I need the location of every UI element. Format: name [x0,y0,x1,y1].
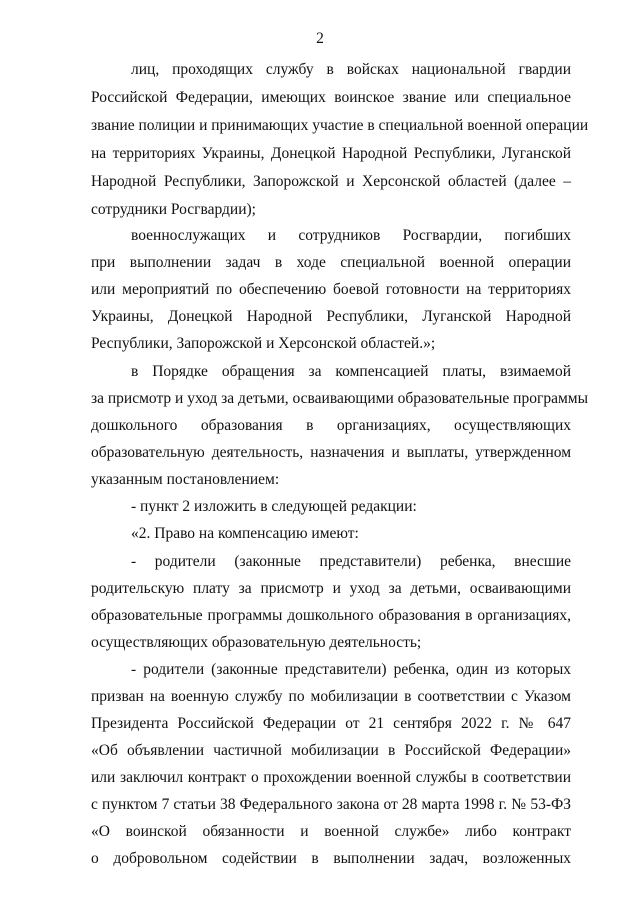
text-line: или мероприятий по обеспечению боевой готовности на территориях [91,281,571,298]
text-line: Президента Российской Федерации от 21 сентября 2022 г. № 647 [91,715,571,732]
text-line: за присмотр и уход за детьми, осваивающими образовательные программы [91,390,588,407]
text-line: - родители (законные представители) ребенка, внесшие [131,553,571,570]
text-line: при выполнении задач в ходе специальной военной операции [91,254,571,271]
text-line: «Об объявлении частичной мобилизации в Российской Федерации» [91,742,571,759]
text-line: образовательные программы дошкольного образования в организациях, [91,607,571,624]
text-line: Народной Республики, Запорожской и Херсонской областей (далее – [91,173,571,190]
text-line: «О воинской обязанности и военной службе» либо контракт [91,823,571,840]
text-line: в Порядке обращения за компенсацией платы, взимаемой [131,363,571,380]
text-line: сотрудники Росгвардии); [91,201,256,218]
text-line: звание полиции и принимающих участие в специальной военной операции [91,117,589,134]
text-line: Украины, Донецкой Народной Республики, Луганской Народной [91,308,571,325]
text-line: Республики, Запорожской и Херсонской областей.»; [91,335,436,352]
text-line: Российской Федерации, имеющих воинское звание или специальное [91,89,571,106]
text-line: лиц, проходящих службу в войсках национальной гвардии [131,61,571,78]
text-line: осуществляющих образовательную деятельность; [91,634,422,651]
text-line: призван на военную службу по мобилизации в соответствии с Указом [91,688,571,705]
text-line: о добровольном содействии в выполнении задач, возложенных [91,850,571,867]
page-number: 2 [316,30,324,47]
text-line: - пункт 2 изложить в следующей редакции: [131,498,417,515]
text-line: с пунктом 7 статьи 38 Федерального закона от 28 марта 1998 г. № 53-ФЗ [91,796,571,813]
text-line: на территориях Украины, Донецкой Народной Республики, Луганской [91,145,571,162]
text-line: дошкольного образования в организациях, осуществляющих [91,417,571,434]
text-line: или заключил контракт о прохождении военной службы в соответствии [91,769,571,786]
text-line: указанным постановлением: [91,471,280,488]
text-line: - родители (законные представители) ребенка, один из которых [131,661,571,678]
text-line: военнослужащих и сотрудников Росгвардии, погибших [131,227,571,244]
text-line: родительскую плату за присмотр и уход за детьми, осваивающими [91,580,571,597]
text-line: образовательную деятельность, назначения и выплаты, утвержденном [91,444,571,461]
text-line: «2. Право на компенсацию имеют: [131,525,359,542]
